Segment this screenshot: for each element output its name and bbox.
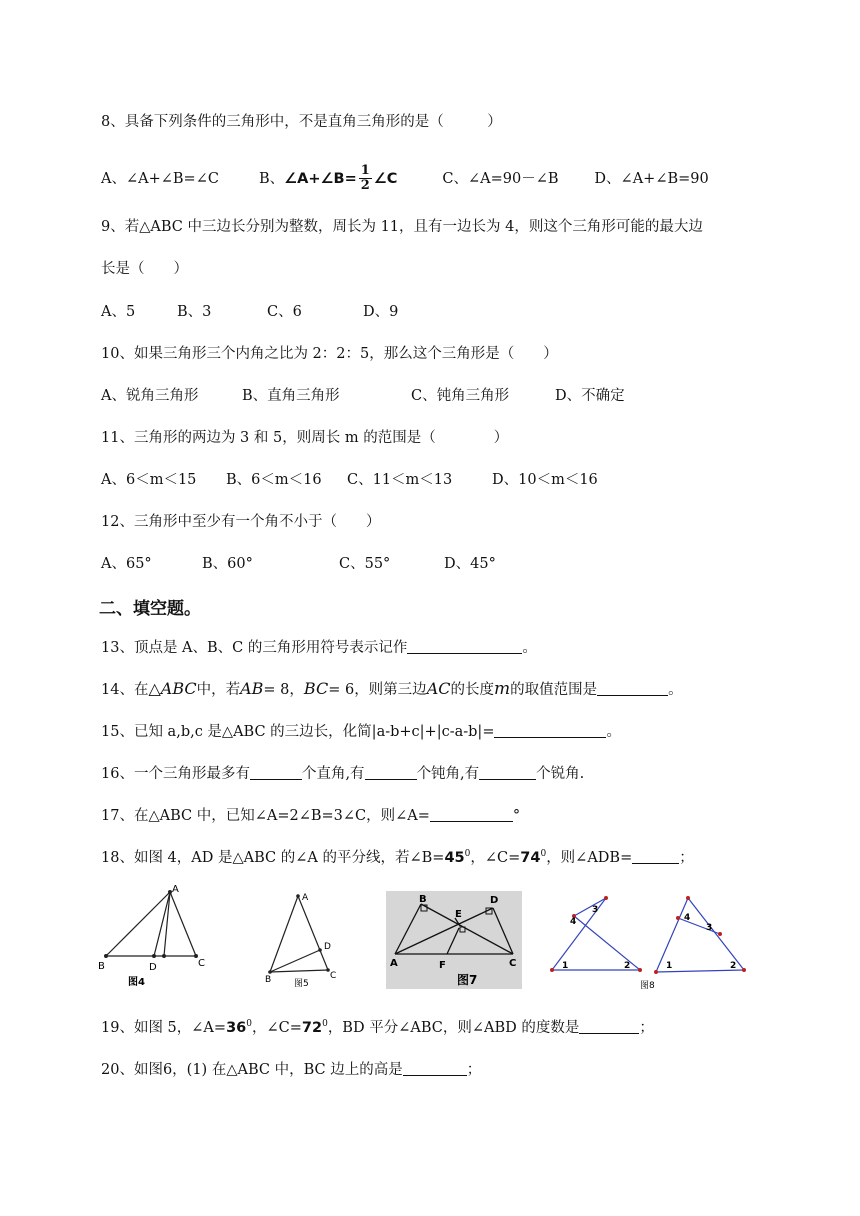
answer-blank-right-angles[interactable]: [250, 765, 302, 780]
question-9-options: [101, 300, 398, 321]
figure-7: [385, 890, 523, 990]
segment-bc-value: = 6: [328, 682, 355, 698]
figure-caption: 图8: [640, 981, 655, 991]
answer-blank[interactable]: [430, 807, 513, 822]
angle-label-1: 1: [562, 961, 569, 971]
q14-text-3: ，: [289, 682, 304, 698]
question-14: [101, 678, 683, 699]
q14-text-1: 14、在: [101, 682, 149, 698]
fraction: [359, 164, 372, 193]
option-b: B、3: [177, 304, 212, 320]
segment-ac: AC: [426, 679, 451, 698]
segment-bc: BC: [303, 679, 329, 698]
figure-caption: 图5: [294, 979, 309, 989]
question-13-end: 。: [522, 640, 537, 656]
vertex-label-e: E: [455, 909, 462, 920]
angle-label-2: 2: [730, 961, 737, 971]
answer-blank[interactable]: [403, 1061, 467, 1076]
angle-a-value: 36: [226, 1020, 247, 1036]
question-12-options: [101, 552, 496, 573]
option-c: C、钝角三角形: [411, 388, 510, 404]
option-a: A、∠A+∠B=∠C: [101, 170, 219, 187]
question-10-options: [101, 384, 625, 405]
question-20-text: 20、如图6，(1) 在△ABC 中，BC 边上的高是: [101, 1062, 403, 1078]
vertex-label-a: A: [390, 958, 398, 969]
q19-end: ；: [639, 1020, 654, 1036]
vertex-label-f: F: [439, 960, 446, 971]
variable-m: m: [493, 679, 511, 699]
angle-label-3: 3: [592, 905, 599, 915]
degree-sup: 0: [246, 1019, 252, 1030]
question-13: [101, 636, 537, 657]
q14-end: 。: [668, 682, 683, 698]
degree-sup: 0: [464, 849, 471, 860]
q14-text-4: ，则第三边: [354, 682, 427, 698]
section-title: 二、填空题。: [99, 599, 201, 619]
fraction-numerator: 1: [360, 163, 370, 178]
answer-blank[interactable]: [579, 1019, 639, 1034]
segment-ab-value: = 8: [263, 682, 290, 698]
question-16: [101, 762, 584, 783]
option-d: D、45°: [444, 556, 496, 572]
vertex-label-c: C: [330, 971, 337, 981]
q14-text-6: 的取值范围是: [510, 682, 598, 698]
figure-caption: 图7: [457, 973, 478, 987]
question-15-end: 。: [606, 724, 621, 740]
question-12-stem: 12、三角形中至少有一个角不小于（ ）: [101, 514, 381, 530]
q16-text-4: 个锐角.: [536, 766, 585, 782]
q16-text-1: 16、一个三角形最多有: [101, 766, 250, 782]
answer-blank-obtuse-angles[interactable]: [365, 765, 417, 780]
option-b: [259, 164, 397, 193]
q18-text-1: 18、如图 4，AD 是△ABC 的∠A 的平分线，若∠B=: [101, 850, 445, 866]
figure-5: [262, 888, 342, 992]
option-b-prefix: B、: [259, 170, 285, 187]
fraction-denominator: 2: [360, 178, 370, 193]
vertex-label-a: A: [172, 884, 179, 895]
q14-text-2: 中，若: [196, 682, 241, 698]
vertex-label-b: B: [265, 975, 272, 985]
angle-label-2: 2: [624, 961, 631, 971]
option-a: A、65°: [101, 556, 152, 572]
question-17: [101, 804, 520, 825]
question-20: [101, 1058, 481, 1079]
option-d: D、10＜m＜16: [492, 472, 598, 488]
question-19: [101, 1016, 654, 1037]
answer-blank[interactable]: [632, 849, 679, 864]
answer-blank[interactable]: [597, 681, 668, 696]
vertex-label-d: D: [324, 942, 331, 952]
question-15: [101, 720, 621, 741]
degree-sup: 0: [540, 849, 547, 860]
vertex-label-a: A: [302, 893, 309, 903]
question-13-text: 13、顶点是 A、B、C 的三角形用符号表示记作: [101, 640, 408, 656]
option-b: B、6＜m＜16: [226, 472, 322, 488]
option-b-expr-right: ∠C: [373, 170, 398, 187]
vertex-label-b: B: [98, 961, 105, 972]
figure-caption: 图4: [128, 977, 145, 988]
angle-label-1: 1: [666, 961, 673, 971]
angle-label-4: 4: [684, 913, 691, 923]
option-a: A、6＜m＜15: [101, 472, 197, 488]
answer-blank-acute-angles[interactable]: [479, 765, 536, 780]
option-c: C、55°: [339, 556, 391, 572]
answer-blank[interactable]: [494, 723, 606, 738]
question-17-text: 17、在△ABC 中，已知∠A=2∠B=3∠C，则∠A=: [101, 808, 430, 824]
triangle-symbol: △ABC: [148, 679, 197, 698]
q16-text-3: 个钝角,有: [416, 766, 480, 782]
angle-b-value: 45: [444, 850, 465, 866]
q18-text-3: ，则∠ADB=: [546, 850, 633, 866]
option-c: C、11＜m＜13: [347, 472, 453, 488]
option-c: C、6: [267, 304, 302, 320]
question-18: [101, 846, 694, 867]
vertex-label-d: D: [149, 962, 157, 973]
question-9-stem-line1: 9、若△ABC 中三边长分别为整数，周长为 11，且有一边长为 4，则这个三角形可能的最大边: [101, 219, 703, 235]
question-8-stem: 8、具备下列条件的三角形中，不是直角三角形的是（ ）: [101, 114, 502, 130]
degree-sup: 0: [322, 1019, 328, 1030]
question-15-text: 15、已知 a,b,c 是△ABC 的三边长，化简|a-b+c|+|c-a-b|=: [101, 724, 495, 740]
option-d: D、9: [363, 304, 399, 320]
angle-c-value: 72: [301, 1020, 323, 1036]
figure-4: [98, 882, 210, 992]
option-d: D、不确定: [555, 388, 625, 404]
question-20-end: ；: [466, 1062, 482, 1078]
vertex-label-d: D: [490, 895, 499, 906]
q16-text-2: 个直角,有: [301, 766, 365, 782]
option-d: D、∠A+∠B=90: [594, 170, 709, 187]
q19-text-1: 19、如图 5，∠A=: [101, 1020, 227, 1036]
question-10-stem: 10、如果三角形三个内角之比为 2：2：5，那么这个三角形是（ ）: [101, 346, 558, 362]
question-11-options: [101, 468, 598, 489]
q14-text-5: 的长度: [450, 682, 494, 698]
option-b: B、60°: [202, 556, 253, 572]
angle-label-3: 3: [706, 923, 713, 933]
segment-ab: AB: [240, 679, 264, 698]
q19-text-3: ，BD 平分∠ABC，则∠ABD 的度数是: [327, 1020, 580, 1036]
vertex-label-c: C: [509, 958, 517, 969]
q19-text-2: ，∠C=: [251, 1020, 302, 1036]
option-b-expr: ∠A+∠B=: [284, 170, 357, 187]
vertex-label-c: C: [198, 958, 205, 969]
q18-text-2: ，∠C=: [470, 850, 521, 866]
angle-c-value: 74: [520, 850, 541, 866]
question-9-stem-line2: 长是（ ）: [101, 261, 188, 277]
figure-8: [544, 888, 754, 992]
question-8-options: [101, 164, 709, 193]
question-11-stem: 11、三角形的两边为 3 和 5，则周长 m 的范围是（ ）: [101, 430, 509, 446]
vertex-label-b: B: [419, 894, 427, 905]
option-b: B、直角三角形: [242, 388, 340, 404]
q18-end: ；: [679, 850, 694, 866]
option-a: A、锐角三角形: [101, 388, 199, 404]
angle-label-4: 4: [570, 917, 577, 927]
option-a: A、5: [101, 304, 136, 320]
option-c: C、∠A=90－∠B: [442, 170, 559, 187]
question-17-end: °: [512, 808, 521, 824]
answer-blank[interactable]: [407, 639, 522, 654]
